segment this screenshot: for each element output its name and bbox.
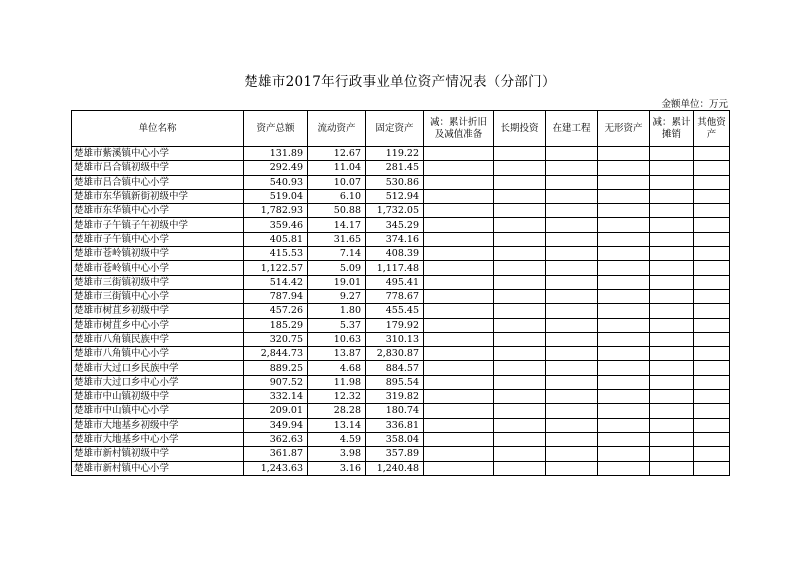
empty-cell-other-assets: [694, 347, 730, 361]
empty-cell-construction-in-progress: [546, 304, 598, 318]
empty-cell-intangible-assets: [598, 275, 650, 289]
table-row: [72, 404, 730, 418]
total-assets-cell: 405.81: [244, 232, 308, 246]
unit-name-cell: 楚雄市新村镇中心小学: [72, 461, 244, 475]
empty-cell-construction-in-progress: [546, 204, 598, 218]
empty-cell-intangible-assets: [598, 147, 650, 161]
empty-cell-accum-depreciation: [424, 247, 494, 261]
current-assets-cell: 13.14: [308, 418, 366, 432]
total-assets-cell: 1,243.63: [244, 461, 308, 475]
empty-cell-other-assets: [694, 204, 730, 218]
table-row: [72, 461, 730, 475]
empty-cell-other-assets: [694, 432, 730, 446]
empty-cell-other-assets: [694, 147, 730, 161]
fixed-assets-cell: 408.39: [366, 247, 424, 261]
empty-cell-intangible-assets: [598, 318, 650, 332]
empty-cell-accum-depreciation: [424, 232, 494, 246]
fixed-assets-cell: 336.81: [366, 418, 424, 432]
fixed-assets-cell: 180.74: [366, 404, 424, 418]
current-assets-cell: 10.07: [308, 175, 366, 189]
table-row: [72, 232, 730, 246]
empty-cell-intangible-assets: [598, 261, 650, 275]
empty-cell-accum-amortization: [650, 189, 694, 203]
empty-cell-accum-amortization: [650, 289, 694, 303]
unit-name-cell: 楚雄市苍岭镇初级中学: [72, 247, 244, 261]
current-assets-cell: 50.88: [308, 204, 366, 218]
empty-cell-other-assets: [694, 390, 730, 404]
current-assets-cell: 11.04: [308, 161, 366, 175]
empty-cell-accum-depreciation: [424, 418, 494, 432]
current-assets-cell: 5.09: [308, 261, 366, 275]
fixed-assets-cell: 1,117.48: [366, 261, 424, 275]
total-assets-cell: 362.63: [244, 432, 308, 446]
empty-cell-accum-amortization: [650, 218, 694, 232]
empty-cell-intangible-assets: [598, 404, 650, 418]
empty-cell-long-term-investment: [494, 347, 546, 361]
empty-cell-long-term-investment: [494, 261, 546, 275]
empty-cell-construction-in-progress: [546, 375, 598, 389]
empty-cell-construction-in-progress: [546, 318, 598, 332]
empty-cell-accum-amortization: [650, 332, 694, 346]
empty-cell-construction-in-progress: [546, 189, 598, 203]
empty-cell-accum-amortization: [650, 418, 694, 432]
table-row: [72, 161, 730, 175]
empty-cell-accum-depreciation: [424, 204, 494, 218]
empty-cell-accum-depreciation: [424, 332, 494, 346]
empty-cell-intangible-assets: [598, 332, 650, 346]
currency-unit-label: 金额单位：万元: [661, 99, 728, 110]
total-assets-cell: 361.87: [244, 447, 308, 461]
unit-name-cell: 楚雄市吕合镇初级中学: [72, 161, 244, 175]
empty-cell-construction-in-progress: [546, 418, 598, 432]
table-row: [72, 261, 730, 275]
total-assets-cell: 889.25: [244, 361, 308, 375]
table-row: [72, 175, 730, 189]
empty-cell-intangible-assets: [598, 361, 650, 375]
total-assets-cell: 519.04: [244, 189, 308, 203]
empty-cell-long-term-investment: [494, 247, 546, 261]
empty-cell-construction-in-progress: [546, 390, 598, 404]
asset-table: [71, 110, 730, 476]
empty-cell-accum-amortization: [650, 461, 694, 475]
column-header-other-assets: 其他资产: [694, 111, 730, 147]
table-row: [72, 304, 730, 318]
empty-cell-accum-amortization: [650, 347, 694, 361]
fixed-assets-cell: 281.45: [366, 161, 424, 175]
empty-cell-other-assets: [694, 218, 730, 232]
column-header-fixed-assets: 固定资产: [366, 111, 424, 147]
fixed-assets-cell: 358.04: [366, 432, 424, 446]
empty-cell-other-assets: [694, 375, 730, 389]
empty-cell-construction-in-progress: [546, 275, 598, 289]
empty-cell-accum-depreciation: [424, 318, 494, 332]
empty-cell-long-term-investment: [494, 147, 546, 161]
empty-cell-other-assets: [694, 175, 730, 189]
empty-cell-accum-amortization: [650, 261, 694, 275]
unit-name-cell: 楚雄市紫溪镇中心小学: [72, 147, 244, 161]
empty-cell-construction-in-progress: [546, 332, 598, 346]
empty-cell-accum-depreciation: [424, 175, 494, 189]
empty-cell-construction-in-progress: [546, 461, 598, 475]
empty-cell-accum-depreciation: [424, 347, 494, 361]
empty-cell-construction-in-progress: [546, 447, 598, 461]
empty-cell-accum-amortization: [650, 147, 694, 161]
empty-cell-long-term-investment: [494, 232, 546, 246]
table-row: [72, 390, 730, 404]
empty-cell-accum-amortization: [650, 447, 694, 461]
empty-cell-long-term-investment: [494, 275, 546, 289]
empty-cell-long-term-investment: [494, 361, 546, 375]
empty-cell-accum-depreciation: [424, 447, 494, 461]
unit-name-cell: 楚雄市苍岭镇中心小学: [72, 261, 244, 275]
page-title: 楚雄市2017年行政事业单位资产情况表（分部门）: [244, 74, 556, 90]
empty-cell-long-term-investment: [494, 289, 546, 303]
table-row: [72, 347, 730, 361]
empty-cell-long-term-investment: [494, 161, 546, 175]
empty-cell-other-assets: [694, 247, 730, 261]
empty-cell-long-term-investment: [494, 304, 546, 318]
empty-cell-other-assets: [694, 404, 730, 418]
unit-name-cell: 楚雄市中山镇中心小学: [72, 404, 244, 418]
empty-cell-accum-amortization: [650, 275, 694, 289]
empty-cell-construction-in-progress: [546, 289, 598, 303]
empty-cell-intangible-assets: [598, 161, 650, 175]
empty-cell-intangible-assets: [598, 447, 650, 461]
current-assets-cell: 31.65: [308, 232, 366, 246]
total-assets-cell: 185.29: [244, 318, 308, 332]
current-assets-cell: 4.59: [308, 432, 366, 446]
unit-name-cell: 楚雄市子午镇中心小学: [72, 232, 244, 246]
empty-cell-accum-depreciation: [424, 390, 494, 404]
table-row: [72, 361, 730, 375]
unit-name-cell: 楚雄市树苴乡中心小学: [72, 318, 244, 332]
empty-cell-accum-amortization: [650, 247, 694, 261]
fixed-assets-cell: 179.92: [366, 318, 424, 332]
current-assets-cell: 1.80: [308, 304, 366, 318]
empty-cell-intangible-assets: [598, 390, 650, 404]
total-assets-cell: 131.89: [244, 147, 308, 161]
current-assets-cell: 6.10: [308, 189, 366, 203]
table-row: [72, 204, 730, 218]
empty-cell-construction-in-progress: [546, 261, 598, 275]
column-header-long-term-investment: 长期投资: [494, 111, 546, 147]
table-row: [72, 375, 730, 389]
empty-cell-construction-in-progress: [546, 247, 598, 261]
empty-cell-other-assets: [694, 361, 730, 375]
empty-cell-construction-in-progress: [546, 404, 598, 418]
empty-cell-accum-amortization: [650, 361, 694, 375]
empty-cell-long-term-investment: [494, 218, 546, 232]
total-assets-cell: 2,844.73: [244, 347, 308, 361]
empty-cell-other-assets: [694, 289, 730, 303]
current-assets-cell: 12.67: [308, 147, 366, 161]
unit-name-cell: 楚雄市三街镇中心小学: [72, 289, 244, 303]
unit-name-cell: 楚雄市东华镇中心小学: [72, 204, 244, 218]
total-assets-cell: 415.53: [244, 247, 308, 261]
empty-cell-accum-amortization: [650, 318, 694, 332]
empty-cell-long-term-investment: [494, 189, 546, 203]
unit-name-cell: 楚雄市大过口乡中心小学: [72, 375, 244, 389]
unit-name-cell: 楚雄市东华镇新街初级中学: [72, 189, 244, 203]
table-row: [72, 432, 730, 446]
empty-cell-construction-in-progress: [546, 218, 598, 232]
fixed-assets-cell: 895.54: [366, 375, 424, 389]
empty-cell-accum-depreciation: [424, 161, 494, 175]
empty-cell-accum-depreciation: [424, 432, 494, 446]
empty-cell-long-term-investment: [494, 318, 546, 332]
total-assets-cell: 1,782.93: [244, 204, 308, 218]
empty-cell-intangible-assets: [598, 432, 650, 446]
unit-name-cell: 楚雄市吕合镇中心小学: [72, 175, 244, 189]
empty-cell-long-term-investment: [494, 204, 546, 218]
unit-name-cell: 楚雄市大地基乡初级中学: [72, 418, 244, 432]
empty-cell-intangible-assets: [598, 418, 650, 432]
fixed-assets-cell: 345.29: [366, 218, 424, 232]
fixed-assets-cell: 512.94: [366, 189, 424, 203]
total-assets-cell: 1,122.57: [244, 261, 308, 275]
empty-cell-accum-amortization: [650, 390, 694, 404]
empty-cell-other-assets: [694, 461, 730, 475]
empty-cell-intangible-assets: [598, 247, 650, 261]
table-row: [72, 247, 730, 261]
current-assets-cell: 3.16: [308, 461, 366, 475]
table-row: [72, 275, 730, 289]
column-header-accum-amortization: 减：累计摊销: [650, 111, 694, 147]
table-row: [72, 318, 730, 332]
current-assets-cell: 10.63: [308, 332, 366, 346]
empty-cell-accum-amortization: [650, 304, 694, 318]
empty-cell-other-assets: [694, 332, 730, 346]
column-header-unit-name: 单位名称: [72, 111, 244, 147]
unit-name-cell: 楚雄市大地基乡中心小学: [72, 432, 244, 446]
empty-cell-accum-amortization: [650, 432, 694, 446]
fixed-assets-cell: 455.45: [366, 304, 424, 318]
table-row: [72, 447, 730, 461]
current-assets-cell: 19.01: [308, 275, 366, 289]
empty-cell-intangible-assets: [598, 232, 650, 246]
current-assets-cell: 5.37: [308, 318, 366, 332]
empty-cell-intangible-assets: [598, 461, 650, 475]
total-assets-cell: 320.75: [244, 332, 308, 346]
empty-cell-other-assets: [694, 189, 730, 203]
table-row: [72, 418, 730, 432]
fixed-assets-cell: 1,240.48: [366, 461, 424, 475]
empty-cell-accum-depreciation: [424, 261, 494, 275]
empty-cell-other-assets: [694, 232, 730, 246]
empty-cell-long-term-investment: [494, 418, 546, 432]
empty-cell-construction-in-progress: [546, 347, 598, 361]
empty-cell-accum-depreciation: [424, 275, 494, 289]
empty-cell-construction-in-progress: [546, 147, 598, 161]
empty-cell-intangible-assets: [598, 204, 650, 218]
fixed-assets-cell: 374.16: [366, 232, 424, 246]
column-header-intangible-assets: 无形资产: [598, 111, 650, 147]
empty-cell-long-term-investment: [494, 447, 546, 461]
unit-name-cell: 楚雄市树苴乡初级中学: [72, 304, 244, 318]
current-assets-cell: 11.98: [308, 375, 366, 389]
empty-cell-accum-amortization: [650, 232, 694, 246]
empty-cell-other-assets: [694, 418, 730, 432]
total-assets-cell: 457.26: [244, 304, 308, 318]
table-header-row: [72, 111, 730, 147]
empty-cell-long-term-investment: [494, 404, 546, 418]
total-assets-cell: 787.94: [244, 289, 308, 303]
empty-cell-other-assets: [694, 261, 730, 275]
empty-cell-intangible-assets: [598, 175, 650, 189]
empty-cell-construction-in-progress: [546, 432, 598, 446]
total-assets-cell: 907.52: [244, 375, 308, 389]
empty-cell-intangible-assets: [598, 304, 650, 318]
empty-cell-accum-depreciation: [424, 289, 494, 303]
empty-cell-accum-depreciation: [424, 375, 494, 389]
fixed-assets-cell: 1,732.05: [366, 204, 424, 218]
empty-cell-accum-depreciation: [424, 304, 494, 318]
empty-cell-accum-amortization: [650, 204, 694, 218]
empty-cell-accum-depreciation: [424, 147, 494, 161]
unit-name-cell: 楚雄市三街镇初级中学: [72, 275, 244, 289]
unit-name-cell: 楚雄市八角镇民族中学: [72, 332, 244, 346]
empty-cell-accum-depreciation: [424, 361, 494, 375]
current-assets-cell: 4.68: [308, 361, 366, 375]
total-assets-cell: 514.42: [244, 275, 308, 289]
empty-cell-accum-amortization: [650, 161, 694, 175]
total-assets-cell: 359.46: [244, 218, 308, 232]
empty-cell-long-term-investment: [494, 375, 546, 389]
empty-cell-accum-depreciation: [424, 189, 494, 203]
total-assets-cell: 540.93: [244, 175, 308, 189]
unit-name-cell: 楚雄市新村镇初级中学: [72, 447, 244, 461]
unit-name-cell: 楚雄市子午镇子午初级中学: [72, 218, 244, 232]
empty-cell-accum-amortization: [650, 175, 694, 189]
column-header-total-assets: 资产总额: [244, 111, 308, 147]
fixed-assets-cell: 778.67: [366, 289, 424, 303]
unit-name-cell: 楚雄市大过口乡民族中学: [72, 361, 244, 375]
empty-cell-construction-in-progress: [546, 361, 598, 375]
fixed-assets-cell: 530.86: [366, 175, 424, 189]
empty-cell-long-term-investment: [494, 390, 546, 404]
empty-cell-long-term-investment: [494, 175, 546, 189]
current-assets-cell: 28.28: [308, 404, 366, 418]
current-assets-cell: 13.87: [308, 347, 366, 361]
column-header-current-assets: 流动资产: [308, 111, 366, 147]
empty-cell-intangible-assets: [598, 347, 650, 361]
empty-cell-accum-depreciation: [424, 218, 494, 232]
empty-cell-accum-depreciation: [424, 404, 494, 418]
table-row: [72, 218, 730, 232]
empty-cell-long-term-investment: [494, 461, 546, 475]
table-row: [72, 289, 730, 303]
fixed-assets-cell: 357.89: [366, 447, 424, 461]
empty-cell-other-assets: [694, 447, 730, 461]
empty-cell-long-term-investment: [494, 432, 546, 446]
empty-cell-accum-amortization: [650, 375, 694, 389]
empty-cell-accum-depreciation: [424, 461, 494, 475]
column-header-construction-in-progress: 在建工程: [546, 111, 598, 147]
table-row: [72, 332, 730, 346]
current-assets-cell: 12.32: [308, 390, 366, 404]
fixed-assets-cell: 884.57: [366, 361, 424, 375]
fixed-assets-cell: 2,830.87: [366, 347, 424, 361]
empty-cell-long-term-investment: [494, 332, 546, 346]
current-assets-cell: 14.17: [308, 218, 366, 232]
current-assets-cell: 9.27: [308, 289, 366, 303]
fixed-assets-cell: 319.82: [366, 390, 424, 404]
empty-cell-intangible-assets: [598, 189, 650, 203]
table-row: [72, 189, 730, 203]
total-assets-cell: 292.49: [244, 161, 308, 175]
empty-cell-construction-in-progress: [546, 161, 598, 175]
empty-cell-other-assets: [694, 304, 730, 318]
empty-cell-other-assets: [694, 161, 730, 175]
fixed-assets-cell: 119.22: [366, 147, 424, 161]
empty-cell-construction-in-progress: [546, 175, 598, 189]
fixed-assets-cell: 310.13: [366, 332, 424, 346]
table-body: [72, 147, 730, 476]
column-header-accum-depreciation: 减：累计折旧及减值准备: [424, 111, 494, 147]
empty-cell-accum-amortization: [650, 404, 694, 418]
current-assets-cell: 7.14: [308, 247, 366, 261]
total-assets-cell: 332.14: [244, 390, 308, 404]
table-row: [72, 147, 730, 161]
empty-cell-intangible-assets: [598, 289, 650, 303]
unit-name-cell: 楚雄市八角镇中心小学: [72, 347, 244, 361]
empty-cell-intangible-assets: [598, 375, 650, 389]
empty-cell-construction-in-progress: [546, 232, 598, 246]
empty-cell-other-assets: [694, 275, 730, 289]
empty-cell-intangible-assets: [598, 218, 650, 232]
empty-cell-other-assets: [694, 318, 730, 332]
total-assets-cell: 209.01: [244, 404, 308, 418]
current-assets-cell: 3.98: [308, 447, 366, 461]
total-assets-cell: 349.94: [244, 418, 308, 432]
unit-name-cell: 楚雄市中山镇初级中学: [72, 390, 244, 404]
fixed-assets-cell: 495.41: [366, 275, 424, 289]
